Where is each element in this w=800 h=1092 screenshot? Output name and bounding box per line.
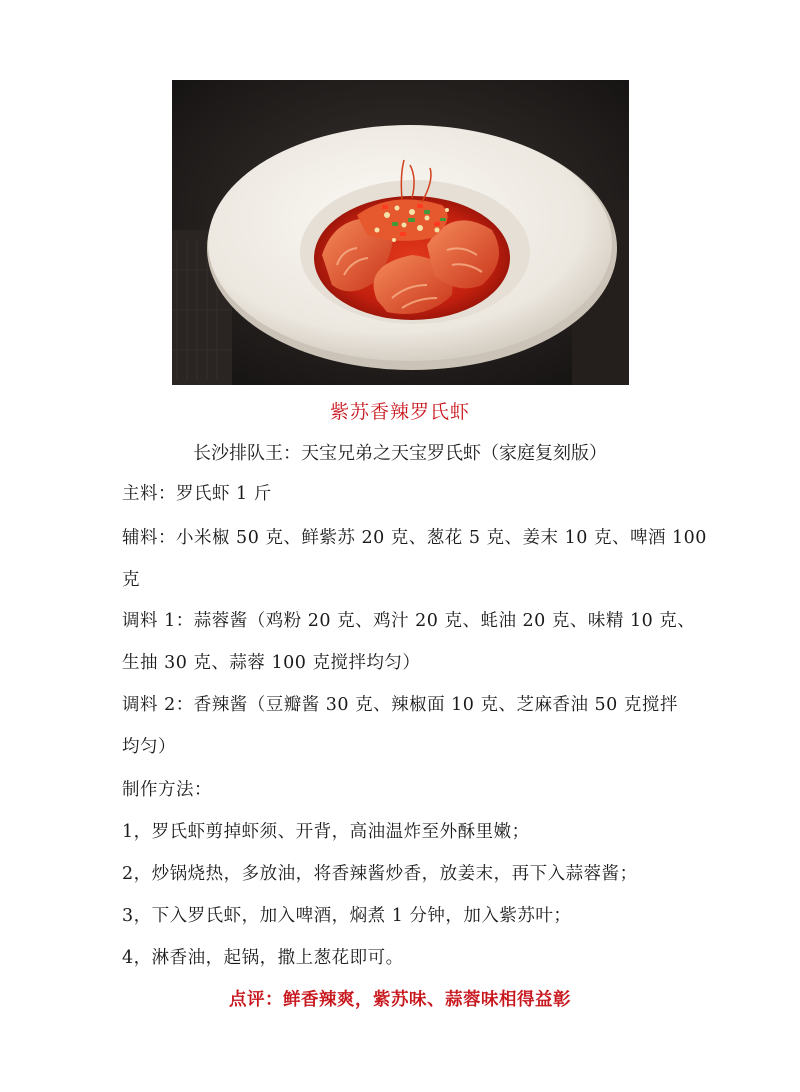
- main-ingredient: 主料：罗氏虾 1 斤: [122, 484, 272, 504]
- step-2: 2，炒锅烧热，多放油，将香辣酱炒香，放姜末，再下入蒜蓉酱；: [122, 864, 638, 884]
- auxiliary-line-2: 克: [122, 570, 140, 590]
- seasoning1-line-2: 生抽 30 克、蒜蓉 100 克搅拌均匀）: [122, 653, 421, 673]
- seasoning2-line-1: 调料 2：香辣酱（豆瓣酱 30 克、辣椒面 10 克、芝麻香油 50 克搅拌: [122, 695, 678, 715]
- dish-title: 紫苏香辣罗氏虾: [329, 401, 470, 423]
- auxiliary-line-1: 辅料：小米椒 50 克、鲜紫苏 20 克、葱花 5 克、姜末 10 克、啤酒 100: [122, 528, 707, 548]
- step-4: 4，淋香油，起锅，撒上葱花即可。: [122, 948, 404, 968]
- step-3: 3，下入罗氏虾，加入啤酒，焖煮 1 分钟，加入紫苏叶；: [122, 906, 572, 926]
- recipe-subtitle: 长沙排队王：天宝兄弟之天宝罗氏虾（家庭复刻版）: [193, 443, 607, 464]
- method-heading: 制作方法：: [122, 780, 212, 800]
- review-comment: 点评：鲜香辣爽，紫苏味、蒜蓉味相得益彰: [229, 990, 571, 1010]
- seasoning2-line-2: 均匀）: [122, 737, 176, 757]
- dish-photo: [172, 80, 629, 385]
- seasoning1-line-1: 调料 1：蒜蓉酱（鸡粉 20 克、鸡汁 20 克、蚝油 20 克、味精 10 克、: [122, 611, 696, 631]
- step-1: 1，罗氏虾剪掉虾须、开背，高油温炸至外酥里嫩；: [122, 822, 530, 842]
